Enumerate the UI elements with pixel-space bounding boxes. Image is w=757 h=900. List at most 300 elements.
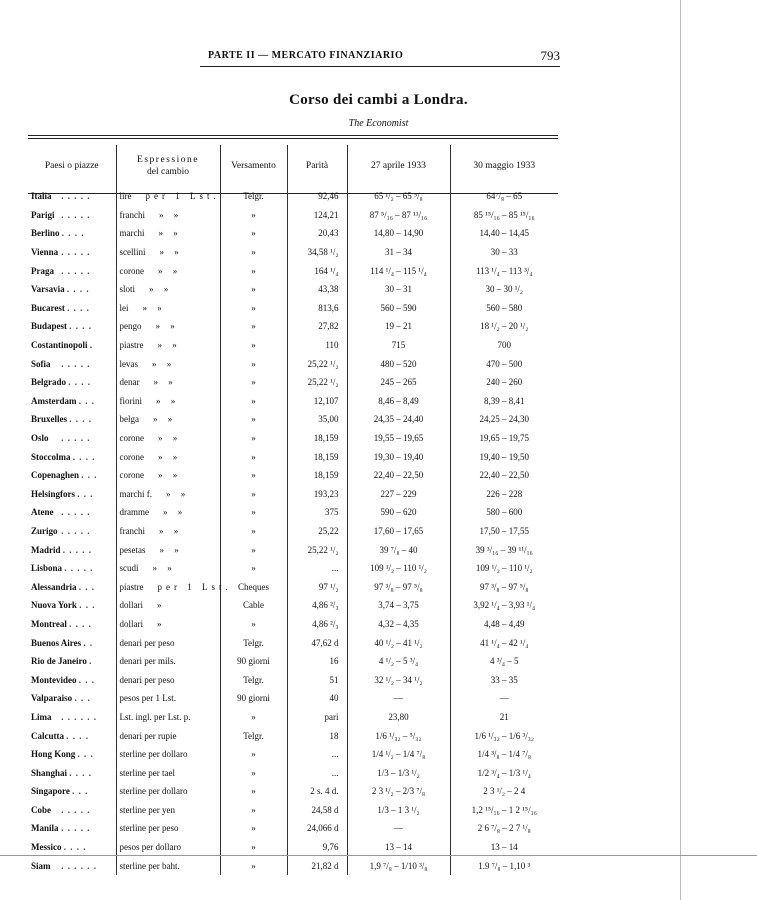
leader-dots: . . . . . xyxy=(61,209,91,220)
expression-basis: » » xyxy=(158,433,182,444)
cell-parity: 164 ¹/₄ xyxy=(287,261,347,280)
cell-parity: 18,159 xyxy=(287,466,347,485)
country-name: Belgrado xyxy=(31,377,66,388)
cell-settlement: » xyxy=(220,801,287,820)
cell-rate-april: 560 – 590 xyxy=(347,299,450,318)
cell-rate-april: 114 ¹/₄ – 115 ¹/₄ xyxy=(347,261,450,280)
table-row xyxy=(28,243,558,262)
leader-dots: . . . . . xyxy=(61,191,91,202)
table-body xyxy=(28,187,558,875)
cell-parity: 47,62 d xyxy=(287,633,347,652)
cell-rate-may: 64⁷/₈ – 65 xyxy=(450,187,558,206)
exchange-rates-table xyxy=(28,145,558,875)
country-name: Siam xyxy=(31,860,51,871)
cell-settlement: » xyxy=(220,819,287,838)
expression-basis: » » xyxy=(149,284,173,295)
expression-unit: piastre xyxy=(119,340,144,351)
cell-settlement: » xyxy=(220,243,287,262)
cell-settlement: Telgr. xyxy=(220,633,287,652)
cell-rate-may: 226 – 228 xyxy=(450,485,558,504)
cell-expression xyxy=(116,261,220,280)
table-row xyxy=(28,373,558,392)
col-header-country: Paesi o piazze xyxy=(44,161,99,171)
expression-unit: franchi xyxy=(119,525,145,536)
cell-rate-may: 30 – 30 ¹/₂ xyxy=(450,280,558,299)
cell-parity: 4,86 ²/₃ xyxy=(287,596,347,615)
cell-country xyxy=(28,801,116,820)
cell-settlement: » xyxy=(220,447,287,466)
leader-dots: . . . . xyxy=(68,377,91,388)
cell-rate-april: 39 ⁷/₈ – 40 xyxy=(347,540,450,559)
col-header-parity: Parità xyxy=(287,145,347,187)
page-number: 793 xyxy=(540,48,560,63)
cell-rate-april: 87 ⁵/₁₆ – 87 ¹¹/₁₆ xyxy=(347,206,450,225)
cell-country xyxy=(28,540,116,559)
cell-parity: 12,107 xyxy=(287,392,347,411)
cell-rate-may: 97 ³/₈ – 97 ⁵/₈ xyxy=(450,577,558,596)
cell-settlement: » xyxy=(220,522,287,541)
cell-rate-april: 13 – 14 xyxy=(347,838,450,857)
cell-rate-april: 590 – 620 xyxy=(347,503,450,522)
expression-unit: sterline per dollaro xyxy=(119,786,188,797)
cell-settlement: 90 giorni xyxy=(220,689,287,708)
cell-rate-may: 1/6 ¹/₃₂ – 1/6 ³/₃₂ xyxy=(450,726,558,745)
table-row xyxy=(28,503,558,522)
table-row xyxy=(28,299,558,318)
expression-basis: » xyxy=(157,600,166,611)
cell-country xyxy=(28,317,116,336)
expression-unit: scellini xyxy=(119,247,146,258)
table-row xyxy=(28,689,558,708)
country-name: Lima xyxy=(31,711,52,722)
country-name: Singapore xyxy=(31,786,70,797)
cell-settlement: » xyxy=(220,280,287,299)
expression-unit: marchi xyxy=(119,228,145,239)
table-row xyxy=(28,187,558,206)
expression-basis: » » xyxy=(152,358,176,369)
cell-rate-april: 1/3 – 1/3 ¹/₂ xyxy=(347,763,450,782)
cell-settlement: » xyxy=(220,410,287,429)
cell-rate-may: 13 – 14 xyxy=(450,838,558,857)
table-row xyxy=(28,206,558,225)
cell-parity: 4,86 ²/₃ xyxy=(287,615,347,634)
cell-expression xyxy=(116,726,220,745)
cell-country xyxy=(28,763,116,782)
cell-settlement: » xyxy=(220,782,287,801)
cell-parity: 9,76 xyxy=(287,838,347,857)
cell-country xyxy=(28,670,116,689)
cell-settlement: Cable xyxy=(220,596,287,615)
country-name: Parigi xyxy=(31,209,55,220)
country-name: Manila xyxy=(31,823,59,834)
expression-unit: levas xyxy=(119,358,138,369)
cell-rate-april: 40 ¹/₂ – 41 ¹/₂ xyxy=(347,633,450,652)
cell-settlement: Telgr. xyxy=(220,670,287,689)
cell-rate-april: 24,35 – 24,40 xyxy=(347,410,450,429)
expression-unit: denari per rupie xyxy=(119,730,177,741)
cell-parity: 193,23 xyxy=(287,485,347,504)
cell-parity: ... xyxy=(287,745,347,764)
cell-settlement: » xyxy=(220,763,287,782)
leader-dots: . . . . . xyxy=(64,563,94,574)
cell-rate-april: 32 ¹/₂ – 34 ¹/₂ xyxy=(347,670,450,689)
table-row xyxy=(28,745,558,764)
cell-rate-may: 1.9 ⁷/₈ – 1,10 ³ xyxy=(450,856,558,875)
cell-rate-may: 560 – 580 xyxy=(450,299,558,318)
cell-settlement: » xyxy=(220,708,287,727)
cell-parity: 25,22 ¹/₂ xyxy=(287,354,347,373)
cell-country xyxy=(28,819,116,838)
expression-unit: corone xyxy=(119,433,144,444)
country-name: Budapest xyxy=(31,321,68,332)
leader-dots: . . . xyxy=(81,470,98,481)
cell-rate-may: 2 3 ¹/₂ – 2 4 xyxy=(450,782,558,801)
cell-rate-april: 17,60 – 17,65 xyxy=(347,522,450,541)
expression-unit: sterline per peso xyxy=(119,823,179,834)
cell-rate-april: 97 ³/₈ – 97 ⁵/₈ xyxy=(347,577,450,596)
cell-expression xyxy=(116,782,220,801)
table-row xyxy=(28,280,558,299)
cell-parity: 18,159 xyxy=(287,429,347,448)
running-header xyxy=(200,48,560,66)
cell-expression xyxy=(116,577,232,596)
cell-country xyxy=(28,280,116,299)
cell-expression xyxy=(116,838,220,857)
table-top-rule xyxy=(28,135,558,139)
cell-country xyxy=(28,261,116,280)
expression-unit: pesetas xyxy=(119,544,146,555)
cell-settlement: » xyxy=(220,838,287,857)
header-rule xyxy=(200,66,560,67)
cell-rate-april: 715 xyxy=(347,336,450,355)
cell-rate-may: 19,40 – 19,50 xyxy=(450,447,558,466)
cell-parity: 34,58 ¹/₂ xyxy=(287,243,347,262)
expression-basis: » » xyxy=(158,265,182,276)
expression-unit: denari per peso xyxy=(119,637,175,648)
cell-rate-april: 8,46 – 8,49 xyxy=(347,392,450,411)
cell-expression xyxy=(116,317,220,336)
cell-settlement: 90 giorni xyxy=(220,652,287,671)
cell-expression xyxy=(116,670,220,689)
cell-country xyxy=(28,782,116,801)
table-row xyxy=(28,392,558,411)
country-name: Costantinopoli xyxy=(31,340,88,351)
cell-expression xyxy=(116,763,220,782)
cell-country xyxy=(28,615,116,634)
cell-rate-april: 227 – 229 xyxy=(347,485,450,504)
cell-parity: 25,22 ¹/₂ xyxy=(287,540,347,559)
col-header-settlement: Versamento xyxy=(220,145,287,187)
cell-rate-may: 580 – 600 xyxy=(450,503,558,522)
leader-dots: . . . . . xyxy=(61,507,91,518)
country-name: Madrid xyxy=(31,544,61,555)
table-row xyxy=(28,670,558,689)
leader-dots: . . . . xyxy=(69,618,92,629)
country-name: Buenos Aires xyxy=(31,637,82,648)
cell-expression xyxy=(116,540,220,559)
country-name: Praga xyxy=(31,265,54,276)
page-bottom-rule xyxy=(0,855,757,856)
cell-parity: 40 xyxy=(287,689,347,708)
expression-basis: » » xyxy=(153,414,177,425)
leader-dots: . . . . xyxy=(67,302,90,313)
leader-dots: . . . . xyxy=(66,730,89,741)
leader-dots: . xyxy=(89,340,94,351)
cell-parity: 35,00 xyxy=(287,410,347,429)
cell-settlement: » xyxy=(220,615,287,634)
country-name: Oslo xyxy=(31,433,49,444)
expression-unit: dramme xyxy=(119,507,149,518)
table-row xyxy=(28,782,558,801)
cell-rate-april: 19,55 – 19,65 xyxy=(347,429,450,448)
table-row xyxy=(28,819,558,838)
cell-parity: 24,58 d xyxy=(287,801,347,820)
cell-rate-april: 1/4 ¹/₂ – 1/4 ⁷/₈ xyxy=(347,745,450,764)
cell-rate-may: 3,92 ¹/₄ – 3,93 ¹/₄ xyxy=(450,596,558,615)
leader-dots: . . . xyxy=(78,581,96,592)
expression-unit: piastre xyxy=(119,581,144,592)
cell-expression xyxy=(116,503,220,522)
expression-basis: » » xyxy=(156,395,180,406)
expression-basis: » » xyxy=(158,451,182,462)
cell-settlement: Telgr. xyxy=(220,726,287,745)
cell-expression xyxy=(116,280,220,299)
country-name: Stoccolma xyxy=(31,451,71,462)
cell-expression xyxy=(116,373,220,392)
expression-unit: lei xyxy=(119,302,129,313)
expression-unit: sterline per baht. xyxy=(119,860,180,871)
table-row xyxy=(28,615,558,634)
cell-parity: 51 xyxy=(287,670,347,689)
cell-parity: 375 xyxy=(287,503,347,522)
cell-settlement: » xyxy=(220,485,287,504)
cell-parity: 21,82 d xyxy=(287,856,347,875)
cell-rate-may: 19,65 – 19,75 xyxy=(450,429,558,448)
expression-unit: denari per peso xyxy=(119,674,175,685)
cell-expression xyxy=(116,429,220,448)
cell-expression xyxy=(116,243,220,262)
leader-dots: . . . xyxy=(72,786,89,797)
cell-rate-may: 240 – 260 xyxy=(450,373,558,392)
country-name: Cobe xyxy=(31,804,51,815)
cell-rate-april: 19 – 21 xyxy=(347,317,450,336)
cell-rate-may: 470 – 500 xyxy=(450,354,558,373)
col-header-expression xyxy=(116,145,220,187)
cell-parity: 43,38 xyxy=(287,280,347,299)
expression-unit: pesos per 1 Lst. xyxy=(119,693,176,704)
expression-basis: » » xyxy=(155,321,179,332)
cell-settlement: » xyxy=(220,392,287,411)
cell-settlement: » xyxy=(220,224,287,243)
cell-country xyxy=(28,726,116,745)
cell-country xyxy=(28,577,116,596)
cell-rate-may: 1,2 ¹⁵/₁₆ – 1 2 ¹⁵/₁₆ xyxy=(450,801,558,820)
cell-expression xyxy=(116,708,220,727)
leader-dots: . . . . . xyxy=(61,823,91,834)
leader-dots: . . . . . xyxy=(61,433,91,444)
cell-parity: 813,6 xyxy=(287,299,347,318)
cell-expression xyxy=(116,856,220,875)
cell-settlement: » xyxy=(220,299,287,318)
table-header-row xyxy=(28,145,558,187)
cell-rate-april: 23,80 xyxy=(347,708,450,727)
cell-rate-april: 1,9 ⁷/₈ – 1/10 ³/₈ xyxy=(347,856,450,875)
leader-dots: . . . . xyxy=(66,284,90,295)
leader-dots: . . . . xyxy=(63,842,87,853)
cell-country xyxy=(28,745,116,764)
running-title: PARTE II — MERCATO FINANZIARIO xyxy=(208,50,404,61)
cell-parity: 16 xyxy=(287,652,347,671)
expression-unit: corone xyxy=(119,451,144,462)
cell-country xyxy=(28,652,116,671)
cell-country xyxy=(28,466,116,485)
leader-dots: . . . . xyxy=(69,321,93,332)
cell-rate-may: 18 ¹/₂ – 20 ¹/₂ xyxy=(450,317,558,336)
country-name: Rio de Janeiro xyxy=(31,656,87,667)
leader-dots: . . . . xyxy=(69,767,93,778)
cell-settlement: Telgr. xyxy=(220,187,287,206)
cell-parity: 92,46 xyxy=(287,187,347,206)
cell-country xyxy=(28,373,116,392)
cell-country xyxy=(28,206,116,225)
expression-unit: sterline per tael xyxy=(119,767,175,778)
country-name: Messico xyxy=(31,842,62,853)
cell-expression xyxy=(116,801,220,820)
expression-basis: » » xyxy=(153,377,177,388)
cell-rate-may: 1/2 ³/₄ – 1/3 ¹/₄ xyxy=(450,763,558,782)
cell-parity: pari xyxy=(287,708,347,727)
country-name: Zurigo xyxy=(31,525,58,536)
leader-dots: . . . . . xyxy=(61,804,91,815)
country-name: Berlino xyxy=(31,228,60,239)
expression-basis: » » xyxy=(158,228,182,239)
cell-country xyxy=(28,243,116,262)
expression-basis: » » xyxy=(165,488,190,499)
cell-rate-april: 109 ¹/₂ – 110 ¹/₂ xyxy=(347,559,450,578)
cell-settlement: » xyxy=(220,540,287,559)
cell-country xyxy=(28,354,116,373)
cell-settlement: » xyxy=(220,856,287,875)
page-edge-line xyxy=(680,0,681,900)
cell-settlement: » xyxy=(220,206,287,225)
cell-parity: 27,82 xyxy=(287,317,347,336)
leader-dots: . xyxy=(89,656,93,667)
leader-dots: . . . . xyxy=(69,414,92,425)
cell-settlement: » xyxy=(220,559,287,578)
expression-unit: franchi xyxy=(119,209,145,220)
leader-dots: . . . . xyxy=(61,228,85,239)
cell-country xyxy=(28,689,116,708)
cell-settlement: » xyxy=(220,466,287,485)
cell-rate-april: 19,30 – 19,40 xyxy=(347,447,450,466)
table-row xyxy=(28,224,558,243)
expression-basis: per 1 Lst. xyxy=(157,581,232,592)
country-name: Atene xyxy=(31,507,54,518)
cell-settlement: » xyxy=(220,503,287,522)
leader-dots: . . . . . xyxy=(61,265,91,276)
country-name: Varsavia xyxy=(31,284,65,295)
cell-rate-may: 17,50 – 17,55 xyxy=(450,522,558,541)
expression-basis: » » xyxy=(158,209,183,220)
cell-rate-april: 14,80 – 14,90 xyxy=(347,224,450,243)
cell-settlement: » xyxy=(220,354,287,373)
cell-country xyxy=(28,708,116,727)
table-source: The Economist xyxy=(348,118,409,129)
col-header-expression-line1: Espressione xyxy=(137,155,199,165)
table-row xyxy=(28,429,558,448)
col-header-date1: 27 aprile 1933 xyxy=(347,145,450,187)
country-name: Lisbona xyxy=(31,563,63,574)
leader-dots: . . . xyxy=(77,488,94,499)
leader-dots: . . . . . . xyxy=(61,711,97,722)
cell-expression xyxy=(116,615,220,634)
cell-country xyxy=(28,299,116,318)
cell-expression xyxy=(116,559,220,578)
cell-rate-april: 2 3 ¹/₂ – 2/3 ⁷/₈ xyxy=(347,782,450,801)
expression-basis: » » xyxy=(159,247,183,258)
expression-unit: dollari xyxy=(119,600,143,611)
cell-settlement: » xyxy=(220,261,287,280)
country-name: Sofia xyxy=(31,358,51,369)
cell-parity: 24,066 d xyxy=(287,819,347,838)
leader-dots: . . . xyxy=(77,749,94,760)
cell-country xyxy=(28,559,116,578)
leader-dots: . . . . . xyxy=(62,544,93,555)
cell-rate-may: 21 xyxy=(450,708,558,727)
leader-dots: . . . xyxy=(78,674,95,685)
expression-unit: sterline per dollaro xyxy=(119,749,188,760)
cell-parity: 2 s. 4 d. xyxy=(287,782,347,801)
expression-basis: » » xyxy=(158,525,183,536)
cell-rate-may: 4 ³/₄ – 5 xyxy=(450,652,558,671)
cell-parity: 25,22 xyxy=(287,522,347,541)
cell-country xyxy=(28,596,116,615)
country-name: Nuova York xyxy=(31,600,77,611)
leader-dots: . . . xyxy=(79,600,96,611)
cell-settlement: » xyxy=(220,336,287,355)
cell-rate-april: 4,32 – 4,35 xyxy=(347,615,450,634)
expression-unit: denari per mils. xyxy=(119,656,176,667)
cell-expression xyxy=(116,354,220,373)
cell-parity: ... xyxy=(287,763,347,782)
table-row xyxy=(28,726,558,745)
country-name: Shanghai xyxy=(31,767,68,778)
cell-expression xyxy=(116,410,220,429)
cell-rate-april: 245 – 265 xyxy=(347,373,450,392)
expression-unit: sloti xyxy=(119,284,136,295)
cell-rate-april: 1/6 ¹/₃₂ – ⁵/₃₂ xyxy=(347,726,450,745)
cell-expression xyxy=(116,652,220,671)
cell-country xyxy=(28,522,116,541)
table-row xyxy=(28,596,558,615)
cell-expression xyxy=(116,336,220,355)
expression-unit: scudi xyxy=(119,563,139,574)
cell-rate-april: 22,40 – 22,50 xyxy=(347,466,450,485)
country-name: Valparaiso xyxy=(31,693,73,704)
expression-unit: dollari xyxy=(119,618,143,629)
cell-rate-may: — xyxy=(450,689,558,708)
col-header-date2: 30 maggio 1933 xyxy=(450,145,558,187)
table-row xyxy=(28,485,558,504)
cell-rate-may: 700 xyxy=(450,336,558,355)
cell-parity: 18 xyxy=(287,726,347,745)
expression-unit: Lst. ingl. per Lst. p. xyxy=(119,711,191,722)
country-name: Hong Kong xyxy=(31,749,76,760)
leader-dots: . . xyxy=(83,637,94,648)
expression-unit: denar xyxy=(119,377,140,388)
cell-rate-may: 39 ³/₁₆ – 39 ¹¹/₁₆ xyxy=(450,540,558,559)
cell-expression xyxy=(116,392,220,411)
